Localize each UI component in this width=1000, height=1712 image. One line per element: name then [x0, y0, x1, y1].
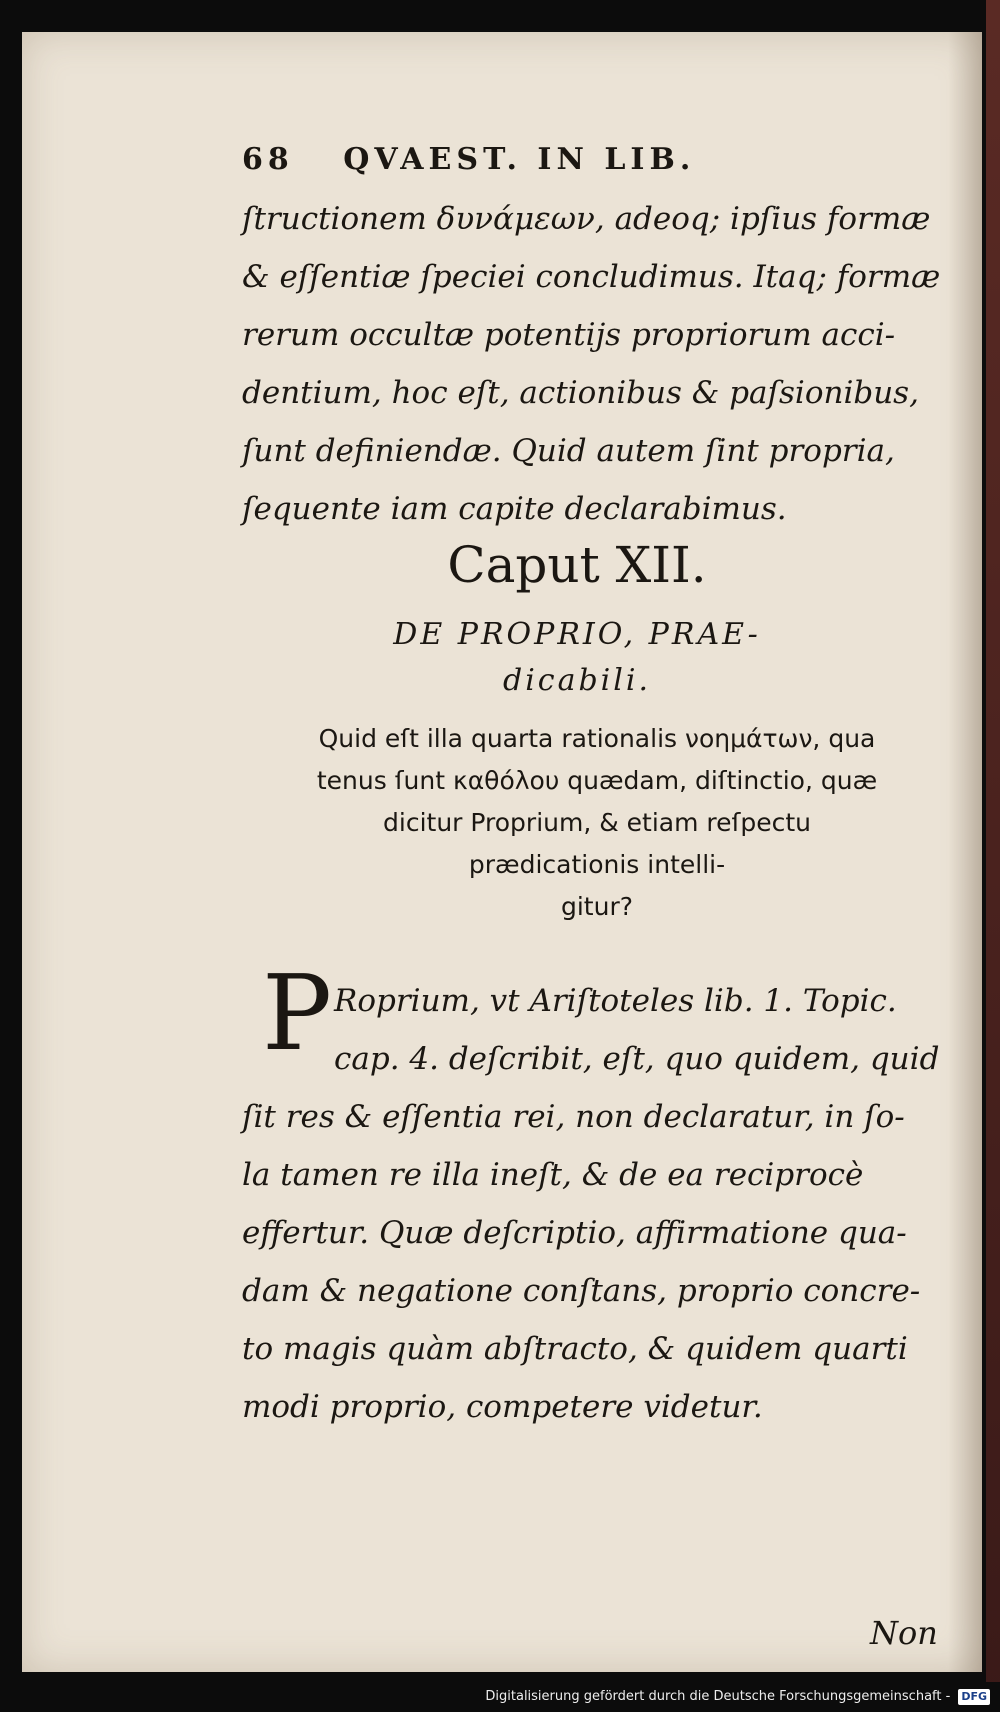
question-line: gitur?: [560, 892, 633, 921]
text-line: Roprium, vt Ariſtoteles lib. 1. Topic.: [334, 983, 897, 1019]
footer-credit: Digitalisierung gefördert durch die Deutsche Forschungsgemeinschaft -: [485, 1689, 951, 1704]
chapter-question: [242, 718, 952, 928]
text-line: ſunt definiendæ. Quid autem ſint propria,: [242, 433, 895, 469]
book-spine-edge: [986, 0, 1000, 1712]
question-line: prædicationis intelli-: [468, 850, 726, 879]
running-head-title: QVAEST. IN LIB.: [343, 142, 696, 177]
text-line: to magis quàm abſtracto, & quidem quarti: [242, 1331, 908, 1367]
text-line: ſit res & eſſentia rei, non declaratur, in ſo-: [242, 1099, 905, 1135]
digitization-footer: [0, 1682, 1000, 1712]
question-line: Quid eſt illa quarta rationalis νοημάτων, qua: [318, 724, 876, 753]
chapter-title: Caput XII.: [447, 536, 707, 594]
text-line: dentium, hoc eſt, actionibus & paſsionibus,: [242, 375, 919, 411]
question-line: dicitur Proprium, & etiam reſpectu: [383, 808, 811, 837]
text-line: modi proprio, competere videtur.: [242, 1389, 763, 1425]
question-line: tenus ſunt καθόλου quædam, diſtinctio, quæ: [316, 766, 878, 795]
catchword: Non: [870, 1614, 938, 1652]
text-line: effertur. Quæ deſcriptio, affirmatione qua-: [242, 1215, 907, 1251]
text-line: ſtructionem δυνάμεων, adeoq; ipſius formæ: [242, 201, 931, 237]
text-line: rerum occultæ potentijs propriorum acci-: [242, 317, 896, 353]
dfg-logo-icon: DFG: [958, 1689, 990, 1705]
chapter-subtitle-line: dicabili.: [502, 663, 651, 698]
text-block-main: [242, 972, 962, 1436]
page-number: 68: [242, 142, 294, 177]
running-header: [242, 142, 802, 182]
drop-cap: P: [262, 952, 332, 1074]
text-line: cap. 4. deſcribit, eſt, quo quidem, quid: [334, 1041, 940, 1077]
text-line: la tamen re illa ineſt, & de ea reciprocè: [242, 1157, 864, 1193]
text-line: ſequente iam capite declarabimus.: [242, 491, 787, 527]
text-line: & eſſentiæ ſpeciei concludimus. Itaq; formæ: [242, 259, 941, 295]
chapter-subtitle-line: DE PROPRIO, PRAE-: [393, 617, 761, 652]
chapter-subtitle: [242, 612, 912, 704]
text-block-top: [242, 190, 962, 538]
text-line: dam & negatione conſtans, proprio concre-: [242, 1273, 921, 1309]
